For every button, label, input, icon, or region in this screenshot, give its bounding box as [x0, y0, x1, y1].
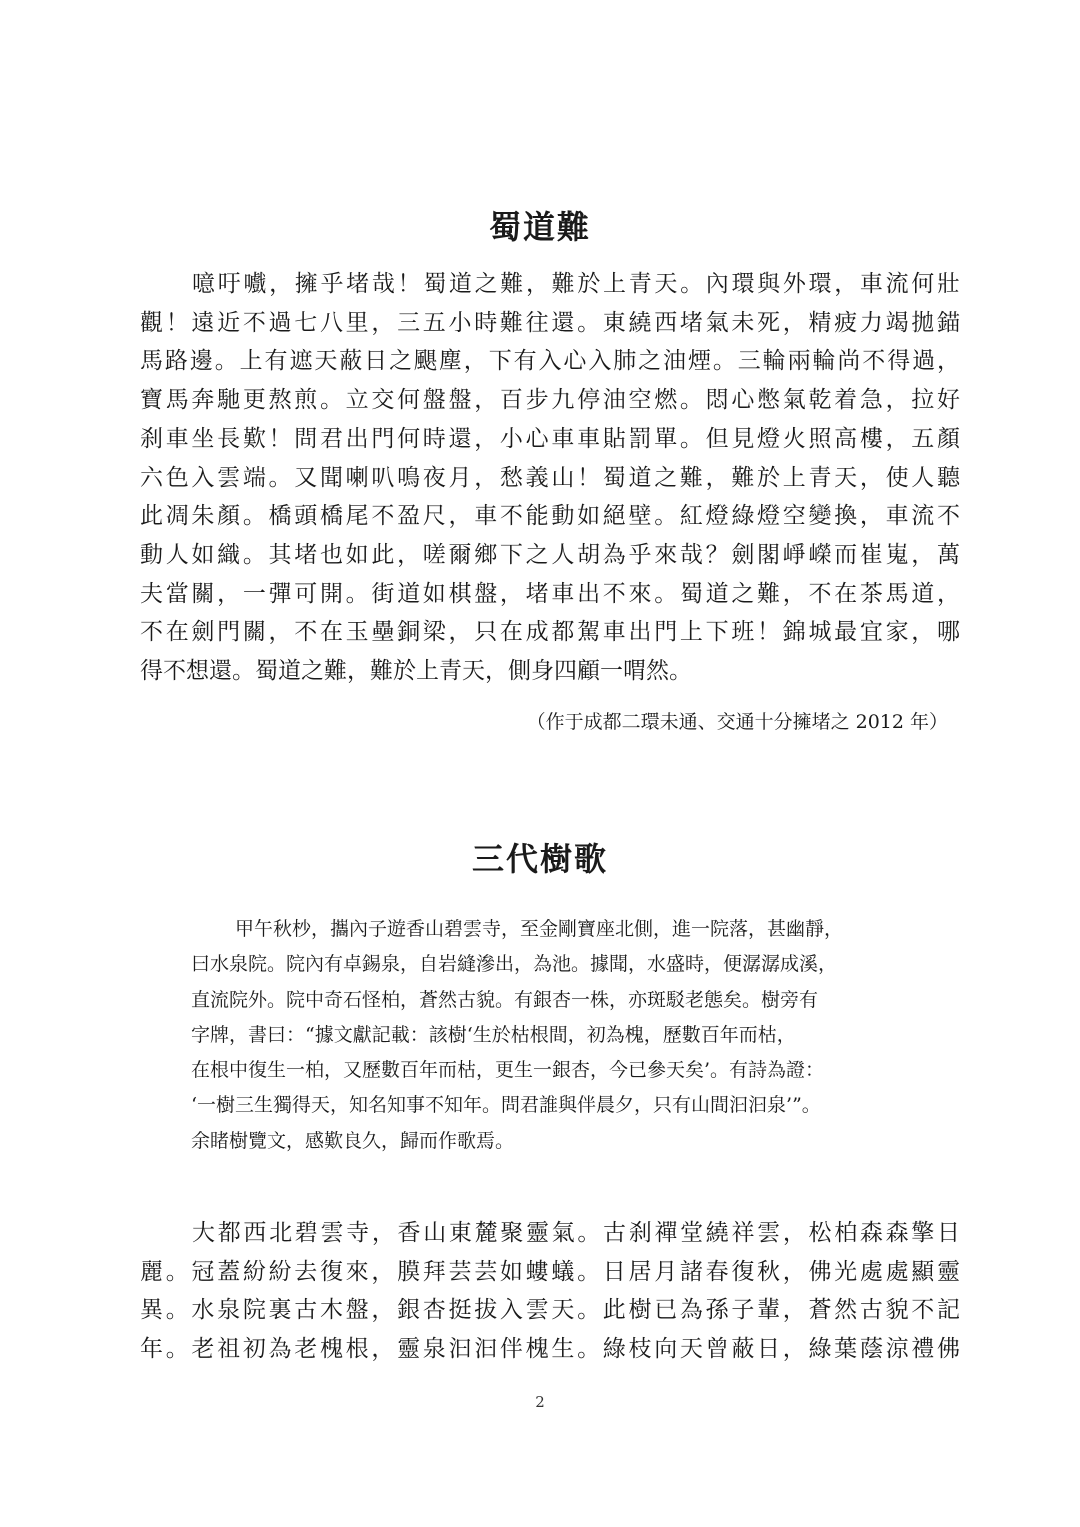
section-2-title: 三代樹歌: [471, 840, 608, 878]
poem-line: 馬路邊。上有遮天蔽日之颶塵，下有入心入肺之油煙。三輪兩輪尚不得過，: [140, 348, 960, 375]
section-2-preface: [191, 912, 906, 1159]
section-1-note: （作于成都二環未通、交通十分擁堵之 2012 年）: [526, 711, 948, 733]
poem-line: 動人如織。其堵也如此，嗟爾鄉下之人胡為乎來哉？劍閣崢嶸而崔嵬，萬: [140, 541, 960, 568]
poem-line: 噫吁嚱，擁乎堵哉！蜀道之難，難於上青天。內環與外環，車流何壯: [192, 271, 960, 297]
poem-line: 得不想還。蜀道之難，難於上青天，側身四顧一喟然。: [140, 658, 692, 685]
preface-line: 甲午秋杪，攜內子遊香山碧雲寺，至金剛寶座北側，進一院落，甚幽靜，: [235, 918, 844, 940]
preface-line: 在根中復生一柏，又歷數百年而枯，更生一銀杏，今已參天矣’。有詩為證：: [191, 1059, 825, 1082]
poem-line: 觀！遠近不過七八里，三五小時難往還。東繞西堵氣未死，精疲力竭拋錨: [140, 309, 960, 336]
poem-line: 大都西北碧雲寺，香山東麓聚靈氣。古刹禪堂繞祥雲，松柏森森擎日: [192, 1220, 960, 1246]
poem-line: 夫當關，一彈可開。街道如棋盤，堵車出不來。蜀道之難，不在茶馬道，: [140, 580, 960, 607]
poem-line: 不在劍門關，不在玉壘銅梁，只在成都駕車出門上下班！錦城最宜家，哪: [140, 619, 960, 646]
preface-line: 字牌，書曰：“據文獻記載：該樹‘生於枯根間，初為槐，歷數百年而枯，: [191, 1023, 796, 1046]
preface-line: 直流院外。院中奇石怪柏，蒼然古貌。有銀杏一株，亦斑駁老態矣。樹旁有: [191, 988, 819, 1011]
poem-line: 年。老祖初為老槐根，靈泉汩汩伴槐生。綠枝向天曾蔽日，綠葉蔭涼禮佛: [140, 1335, 960, 1362]
poem-line: 異。水泉院裏古木盤，銀杏挺拔入雲天。此樹已為孫子輩，蒼然古貌不記: [140, 1297, 960, 1323]
section-1-poem: [140, 265, 960, 691]
section-1-title: 蜀道難: [488, 208, 591, 246]
poem-line: 麗。冠蓋紛紛去復來，膜拜芸芸如螻蟻。日居月諸春復秋，佛光處處顯靈: [140, 1258, 960, 1285]
poem-line: 寶馬奔馳更熬煎。立交何盤盤，百步九停油空燃。悶心憋氣乾着急，拉好: [140, 387, 960, 414]
preface-line: 余睹樹覽文，感歎良久，歸而作歌焉。: [191, 1129, 515, 1152]
section-2-poem: [140, 1214, 960, 1368]
page-number: 2: [535, 1393, 545, 1411]
preface-line: ‘一樹三生獨得天，知名知事不知年。問君誰與伴晨夕，只有山間汩汩泉’”。: [191, 1094, 821, 1117]
preface-line: 曰水泉院。院內有卓錫泉，自岩縫滲出，為池。據聞，水盛時，便潺潺成溪，: [191, 953, 838, 976]
poem-line: 此凋朱顏。橋頭橋尾不盈尺，車不能動如絕壁。紅燈綠燈空變換，車流不: [140, 503, 960, 530]
poem-line: 六色入雲端。又聞喇叭鳴夜月，愁義山！蜀道之難，難於上青天，使人聽: [140, 464, 960, 491]
poem-line: 刹車坐長歎！問君出門何時還，小心車車貼罰單。但見燈火照高樓，五顏: [140, 425, 960, 452]
